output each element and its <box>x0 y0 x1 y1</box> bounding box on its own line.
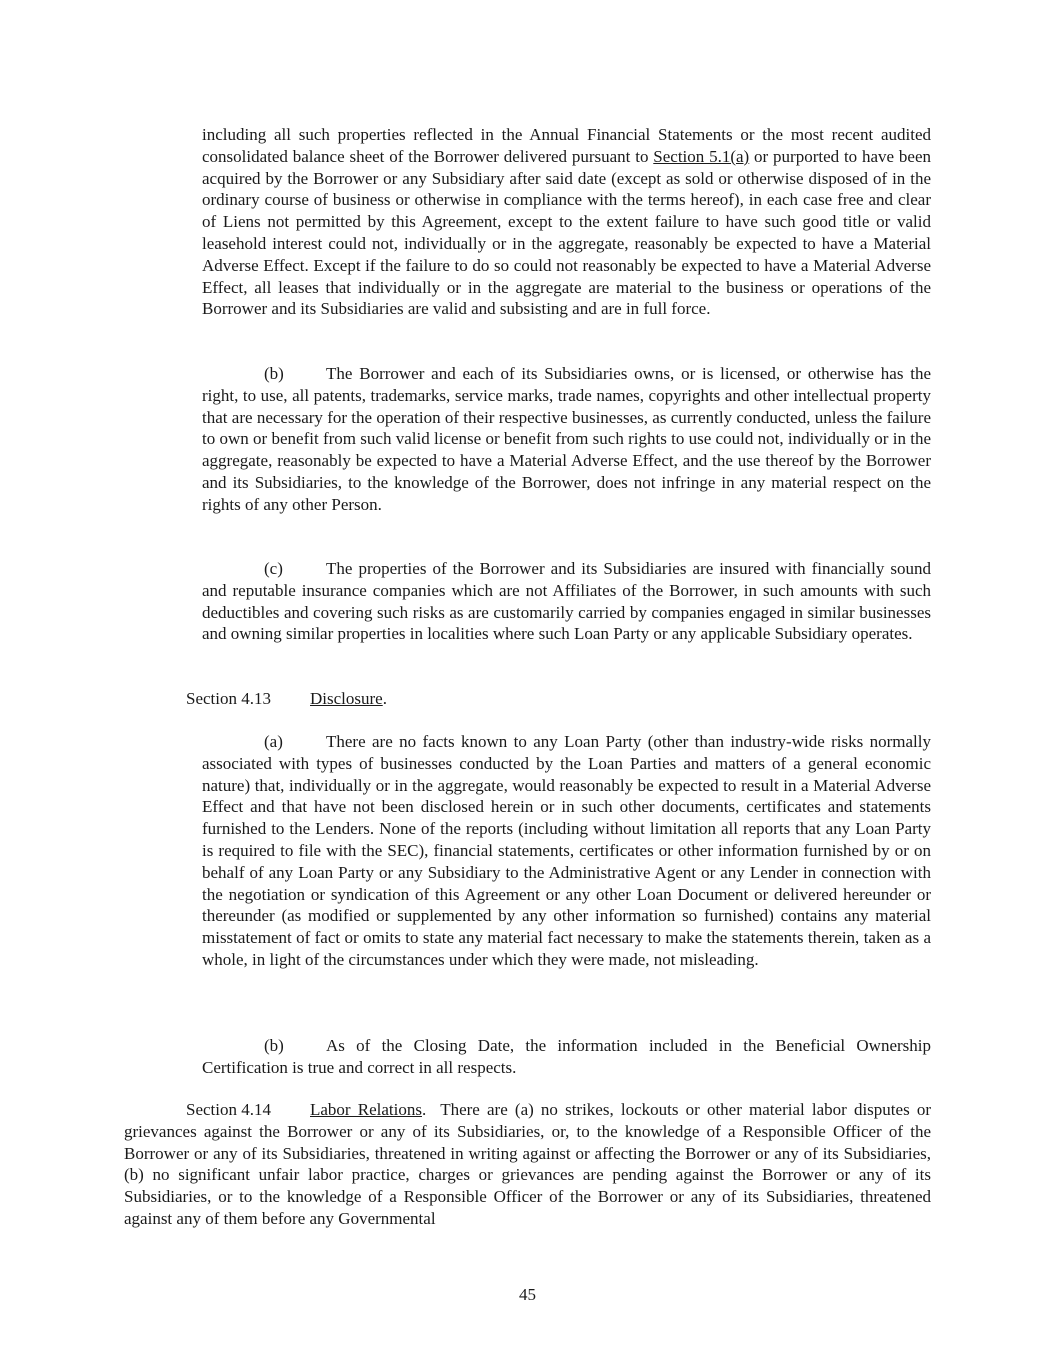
paragraph-label: (b) <box>264 364 284 383</box>
paragraph-4-12-b <box>202 363 931 516</box>
section-title: Disclosure <box>310 689 383 708</box>
section-title-punctuation: . <box>382 689 387 708</box>
paragraph-label: (b) <box>264 1036 284 1055</box>
paragraph-text: including all such properties reflected in the Annual Financial Statements or the most recent audited consolidated balance sheet of the Borrower delivered pursuant to <box>202 125 931 166</box>
paragraph-label: (a) <box>264 732 283 751</box>
paragraph-4-13-a <box>202 731 931 971</box>
section-number: Section 4.13 <box>186 689 271 708</box>
paragraph-label: (c) <box>264 559 283 578</box>
section-title-punctuation: . <box>421 1100 427 1119</box>
paragraph-text: There are (a) no strikes, lockouts or other material labor disputes or grievances against the Borrower or any of its Subsidiaries, or, to the knowledge of a Responsible Officer of the Borrower or any of its Subsidiaries, threatened in writing against or affecting the Borrower or any of its Subsidiaries, (b) no significant unfair labor practice, charges or grievances are pending against the Borrower or any of its Subsidiaries, or to the knowledge of a Responsible Officer of the Borrower or any of its Subsidiaries, threatened against any of them before any Governmental <box>124 1100 931 1228</box>
section-title: Labor Relations <box>310 1100 422 1119</box>
section-reference-5-1-a: Section 5.1(a) <box>653 146 750 166</box>
page-number: 45 <box>519 1285 536 1304</box>
section-number: Section 4.14 <box>186 1100 271 1119</box>
section-4-14-paragraph <box>124 1099 931 1230</box>
paragraph-properties-continuation <box>202 124 931 320</box>
section-4-13-heading <box>186 688 387 710</box>
paragraph-4-12-c <box>202 558 931 645</box>
paragraph-text: As of the Closing Date, the information included in the Beneficial Ownership Certification is true and correct in all respects. <box>202 1036 931 1077</box>
paragraph-4-13-b <box>202 1035 931 1079</box>
paragraph-text: The properties of the Borrower and its Subsidiaries are insured with financially sound and reputable insurance companies which are not Affiliates of the Borrower, in such amounts with such deductibles and covering such risks as are customarily carried by companies engaged in similar businesses and owning similar properties in localities where such Loan Party or any applicable Subsidiary operates. <box>202 559 931 644</box>
paragraph-text: or purported to have been acquired by the Borrower or any Subsidiary after said date (except as sold or otherwise disposed of in the ordinary course of business or otherwise in compliance with the terms hereof), in each case free and clear of Liens not permitted by this Agreement, except to the extent failure to have such good title or valid leasehold interest could not, individually or in the aggregate, reasonably be expected to have a Material Adverse Effect. Except if the failure to do so could not reasonably be expected to have a Material Adverse Effect, all leases that individually or in the aggregate are material to the business or operations of the Borrower and its Subsidiaries are valid and subsisting and are in full force. <box>202 146 932 319</box>
paragraph-text: There are no facts known to any Loan Party (other than industry-wide risks normally associated with types of businesses conducted by the Loan Parties and matters of a general economic nature) that, individually or in the aggregate, would reasonably be expected to result in a Material Adverse Effect and that have not been disclosed herein or in such other documents, certificates and statements furnished to the Lenders. None of the reports (including without limitation all reports that any Loan Party is required to file with the SEC), financial statements, certificates or other information furnished by or on behalf of any Loan Party or any Subsidiary to the Administrative Agent or any Lender in connection with the negotiation or syndication of this Agreement or any other Loan Document or delivered hereunder or thereunder (as modified or supplemented by any other information so furnished) contains any material misstatement of fact or omits to state any material fact necessary to make the statements therein, taken as a whole, in light of the circumstances under which they were made, not misleading. <box>202 732 931 969</box>
paragraph-text: The Borrower and each of its Subsidiaries owns, or is licensed, or otherwise has the right, to use, all patents, trademarks, service marks, trade names, copyrights and other intellectual property that are necessary for the operation of their respective businesses, as currently conducted, unless the failure to own or benefit from such valid license or benefit from such rights to use could not, individually or in the aggregate, reasonably be expected to have a Material Adverse Effect, and the use thereof by the Borrower and its Subsidiaries, to the knowledge of the Borrower, does not infringe in any material respect on the rights of any other Person. <box>202 364 931 514</box>
